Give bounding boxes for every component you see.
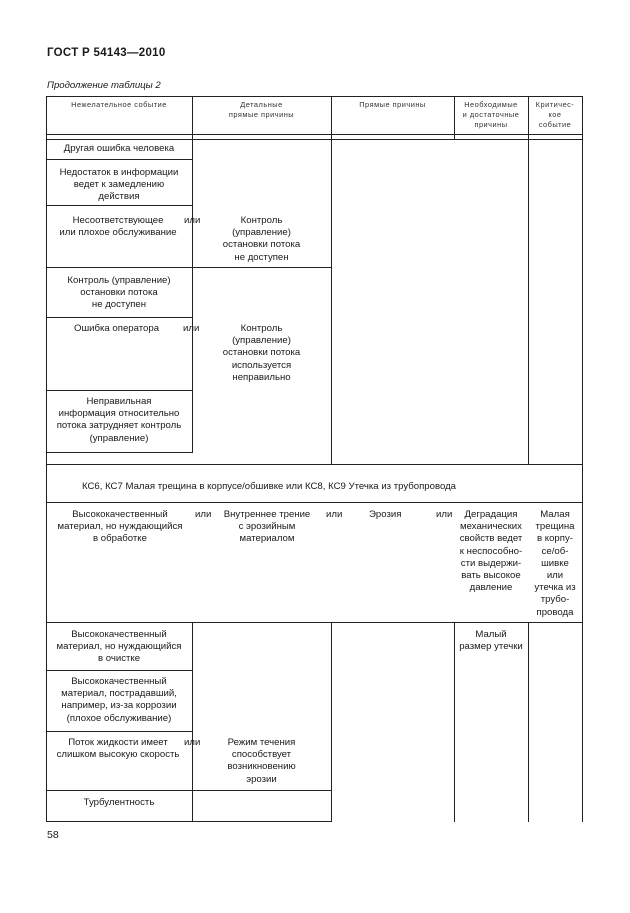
- col-header-event: Нежелательное событие: [71, 100, 167, 109]
- cell-lack-info: Недостаток в информации ведет к замедлению действия: [59, 167, 179, 203]
- cell-hq-material-corrosion: Высококачественный материал, пострадавший, например, из-за коррозии (плохое обслуживание): [61, 676, 177, 724]
- cell-critical-event: Малая трещина в корпу- се/об- шивке или утечка из трубо- провода: [534, 509, 576, 618]
- cell-hq-material-cleaning: Высококачественный материал, но нуждающийся в очистке: [56, 629, 182, 665]
- col-header-necessary: Необходимые и достаточные причины: [462, 100, 520, 129]
- logic-or: или: [326, 509, 343, 520]
- logic-or: или: [183, 323, 200, 334]
- cell-ctrl-not-available: Контроль (управление) остановки потока не доступен: [67, 275, 171, 311]
- cell-high-flow-speed: Поток жидкости имеет слишком высокую скорость: [56, 737, 180, 761]
- cell-wrong-info: Неправильная информация относительно потока затрудняет контроль (управление): [56, 396, 182, 444]
- col-header-direct: Прямые причины: [359, 100, 426, 109]
- cell-erosion: Эрозия: [369, 509, 402, 520]
- cell-ctrl-not-available-detail: Контроль (управление) остановки потока не доступен: [222, 215, 301, 263]
- cell-hq-material-processing: Высококачественный материал, но нуждающийся в обработке: [57, 509, 183, 545]
- page-number: 58: [47, 829, 59, 841]
- cell-internal-friction: Внутреннее трение с эрозийным материалом: [223, 509, 311, 545]
- logic-or: или: [184, 215, 201, 226]
- cell-flow-mode-erosion: Режим течения способствует возникновению эрозии: [227, 737, 296, 785]
- cell-human-error: Другая ошибка человека: [63, 143, 175, 154]
- cell-operator-error: Ошибка оператора: [74, 323, 160, 334]
- cell-degradation: Деградация механических свойств ведет к неспособно- сти выдержи- вать высокое давление: [459, 509, 523, 594]
- col-header-detailed: Детальные прямые причины: [228, 100, 295, 119]
- table-continuation-caption: Продолжение таблицы 2: [47, 80, 161, 91]
- cell-turbulence: Турбулентность: [83, 797, 155, 808]
- logic-or: или: [436, 509, 453, 520]
- logic-or: или: [195, 509, 212, 520]
- col-header-critical: Критичес- кое событие: [535, 100, 575, 129]
- cell-bad-service: Несоответствующее или плохое обслуживание: [59, 215, 177, 239]
- cell-small-leak: Малый размер утечки: [459, 629, 523, 653]
- logic-or: или: [184, 737, 201, 748]
- section-title: КС6, КС7 Малая трещина в корпусе/обшивке или КС8, КС9 Утечка из трубопровода: [82, 481, 457, 492]
- cell-ctrl-misused: Контроль (управление) остановки потока используется неправильно: [222, 323, 301, 383]
- document-id: ГОСТ Р 54143—2010: [47, 47, 166, 59]
